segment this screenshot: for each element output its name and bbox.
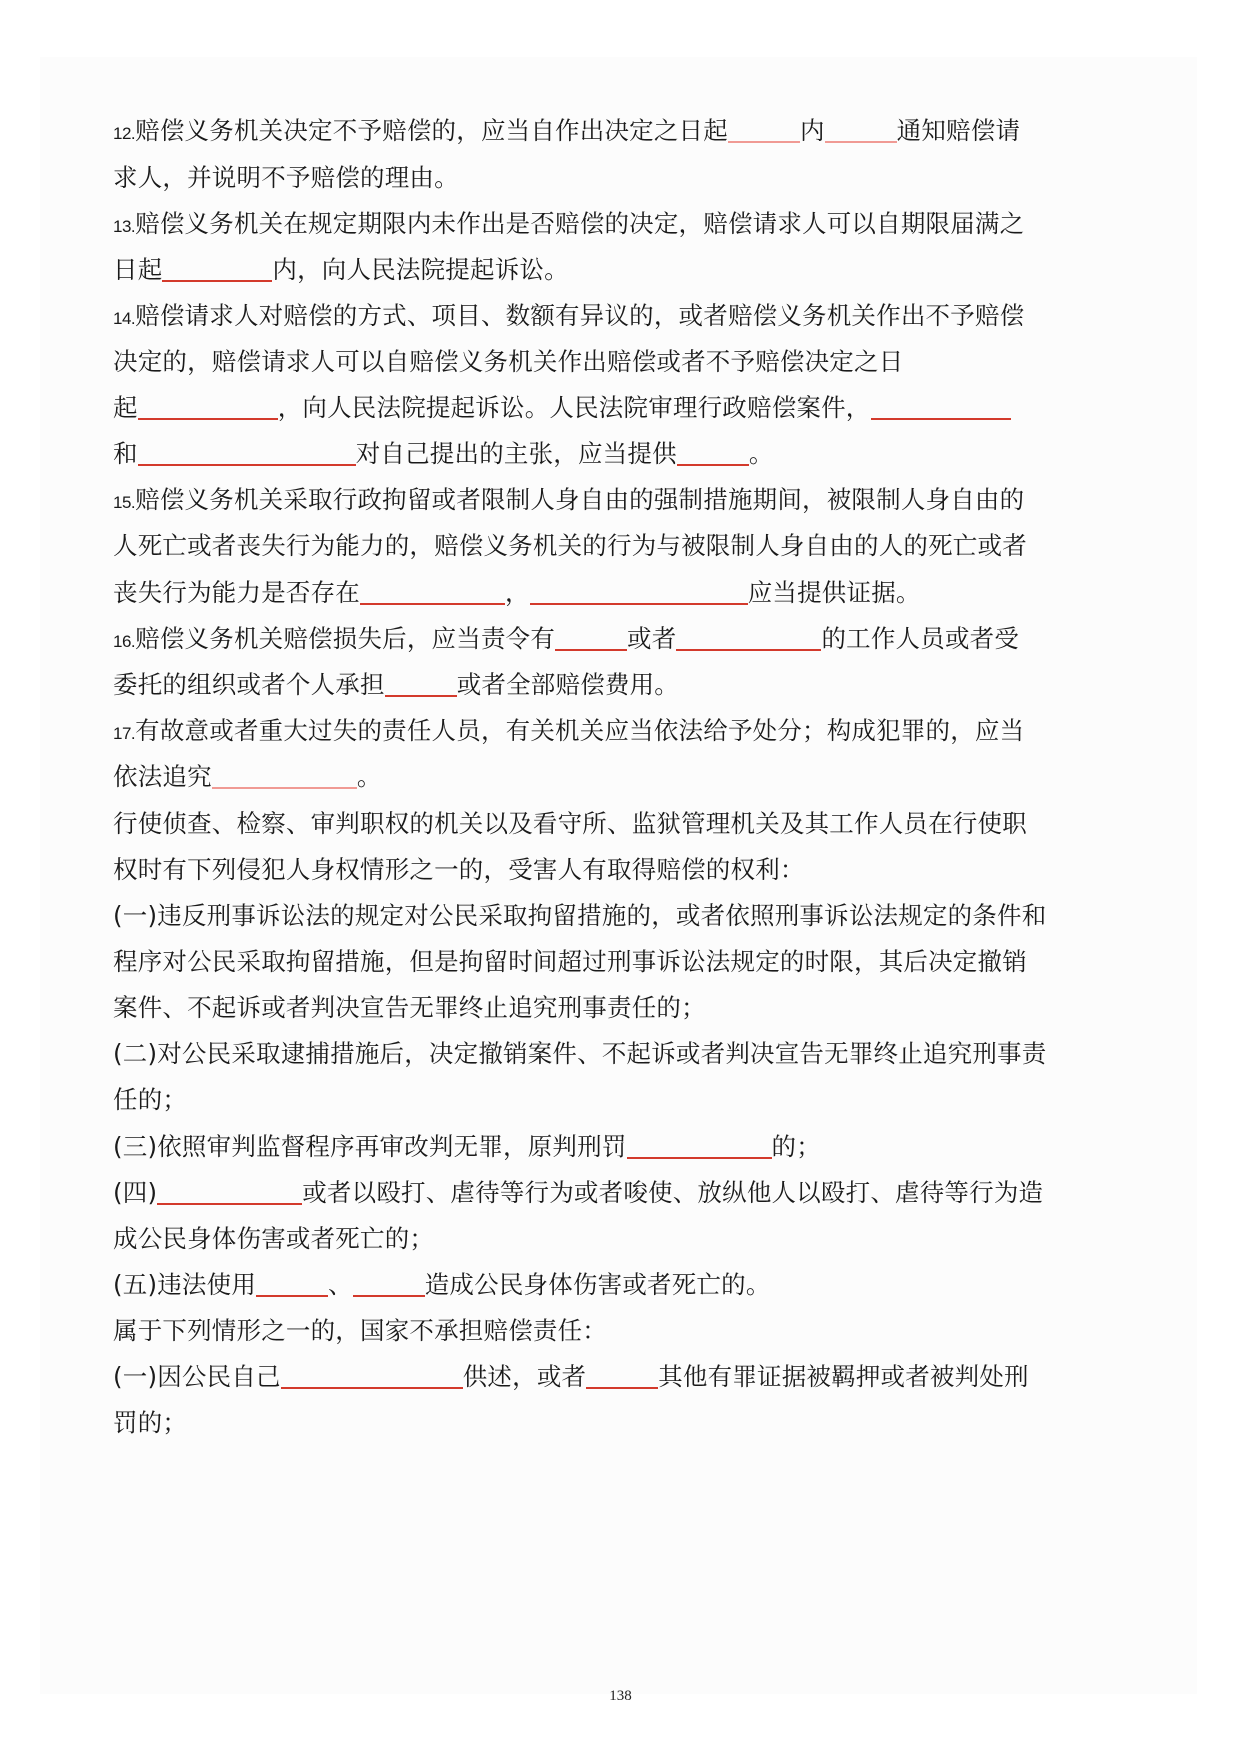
- text: 赔偿义务机关决定不予赔偿的，应当自作出决定之日起: [135, 116, 728, 145]
- page-number: 138: [609, 1688, 632, 1704]
- text: 行使侦查、检察、审判职权的机关以及看守所、监狱管理机关及其工作人员在行使职: [113, 809, 1027, 838]
- text: 成公民身体伤害或者死亡的；: [113, 1224, 435, 1253]
- text: 供述，或者: [462, 1362, 587, 1391]
- text: 委托的组织或者个人承担: [113, 670, 385, 699]
- text: 决定的，赔偿请求人可以自赔偿义务机关作出赔偿或者不予赔偿决定之日: [113, 347, 904, 376]
- text-line: [113, 757, 382, 797]
- fill-blank[interactable]: [555, 619, 627, 651]
- item-number: 16.: [113, 632, 136, 651]
- text: 或者全部赔偿费用。: [456, 670, 680, 699]
- text-line: [113, 804, 1027, 844]
- text-line: [113, 1034, 1046, 1074]
- text: 案件、不起诉或者判决宣告无罪终止追究刑事责任的；: [113, 993, 706, 1022]
- text-line: [113, 111, 1020, 151]
- text: (二)对公民采取逮捕措施后，决定撤销案件、不起诉或者判决宣告无罪终止追究刑事责: [113, 1039, 1047, 1068]
- text: 赔偿义务机关在规定期限内未作出是否赔偿的决定，赔偿请求人可以自期限届满之: [135, 209, 1025, 238]
- text: (三)依照审判监督程序再审改判无罪，原判刑罚: [113, 1132, 627, 1161]
- item-number: 15.: [113, 493, 136, 512]
- text-line: [113, 1311, 607, 1351]
- text: 或者以殴打、虐待等行为或者唆使、放纵他人以殴打、虐待等行为造: [302, 1178, 1044, 1207]
- fill-blank[interactable]: [212, 757, 357, 789]
- text: 。: [748, 439, 774, 468]
- text-line: [113, 480, 1024, 520]
- item-number: 17.: [113, 724, 136, 743]
- text-line: [113, 1403, 187, 1443]
- text-line: [113, 434, 774, 474]
- text-line: [113, 573, 921, 613]
- text: (一)违反刑事诉讼法的规定对公民采取拘留措施的，或者依照刑事诉讼法规定的条件和: [113, 901, 1047, 930]
- text-line: [113, 711, 1024, 751]
- fill-blank[interactable]: [157, 1173, 302, 1205]
- text-line: [113, 1357, 1029, 1397]
- text: 内，向人民法院提起诉讼。: [272, 255, 569, 284]
- text-line: [113, 988, 706, 1028]
- fill-blank[interactable]: [530, 573, 748, 605]
- text: 应当提供证据。: [747, 578, 921, 607]
- fill-blank[interactable]: [627, 1127, 772, 1159]
- text-line: [113, 296, 1024, 336]
- text: 人死亡或者丧失行为能力的，赔偿义务机关的行为与被限制人身自由的人的死亡或者: [113, 531, 1027, 560]
- text-line: [113, 1173, 1043, 1213]
- text: 依法追究: [113, 762, 212, 791]
- text-line: [113, 1265, 771, 1305]
- fill-blank[interactable]: [728, 111, 800, 143]
- text-line: [113, 250, 569, 290]
- text: 对自己提出的主张，应当提供: [355, 439, 677, 468]
- text-line: [113, 388, 1011, 428]
- text-line: [113, 942, 1027, 982]
- fill-blank[interactable]: [871, 388, 1011, 420]
- text: 丧失行为能力是否存在: [113, 578, 360, 607]
- text: (四): [113, 1178, 158, 1207]
- text-line: [113, 850, 805, 890]
- text-line: [113, 896, 1046, 936]
- item-number: 12.: [113, 124, 136, 143]
- text: 、: [328, 1270, 353, 1299]
- fill-blank[interactable]: [281, 1357, 463, 1389]
- fill-blank[interactable]: [256, 1265, 328, 1297]
- text: 有故意或者重大过失的责任人员，有关机关应当依法给予处分；构成犯罪的，应当: [135, 716, 1025, 745]
- text-line: [113, 158, 459, 198]
- text: 赔偿义务机关赔偿损失后，应当责令有: [135, 624, 556, 653]
- text: 内: [799, 116, 825, 145]
- text: 的；: [771, 1132, 821, 1161]
- fill-blank[interactable]: [353, 1265, 425, 1297]
- text-line: [113, 1219, 434, 1259]
- text: (一)因公民自己: [113, 1362, 281, 1391]
- text: 程序对公民采取拘留措施，但是拘留时间超过刑事诉讼法规定的时限，其后决定撤销: [113, 947, 1027, 976]
- text: ，: [505, 578, 530, 607]
- text: 赔偿请求人对赔偿的方式、项目、数额有异议的，或者赔偿义务机关作出不予赔偿: [135, 301, 1025, 330]
- text: 通知赔偿请: [896, 116, 1021, 145]
- text-line: [113, 619, 1019, 659]
- text: 任的；: [113, 1085, 188, 1114]
- text-line: [113, 665, 679, 705]
- text: 的工作人员或者受: [821, 624, 1020, 653]
- text-line: [113, 526, 1027, 566]
- fill-blank[interactable]: [586, 1357, 658, 1389]
- fill-blank[interactable]: [677, 434, 749, 466]
- fill-blank[interactable]: [162, 250, 272, 282]
- text: ，向人民法院提起诉讼。人民法院审理行政赔偿案件，: [277, 393, 871, 422]
- text: 和: [113, 439, 138, 468]
- fill-blank[interactable]: [138, 434, 356, 466]
- text: (五)违法使用: [113, 1270, 257, 1299]
- fill-blank[interactable]: [360, 573, 505, 605]
- text: 罚的；: [113, 1408, 188, 1437]
- fill-blank[interactable]: [385, 665, 457, 697]
- text: 起: [113, 393, 138, 422]
- fill-blank[interactable]: [138, 388, 278, 420]
- fill-blank[interactable]: [676, 619, 821, 651]
- text: 其他有罪证据被羁押或者被判处刑: [658, 1362, 1029, 1391]
- item-number: 14.: [113, 309, 136, 328]
- text-line: [113, 1080, 187, 1120]
- item-number: 13.: [113, 217, 136, 236]
- text: 属于下列情形之一的，国家不承担赔偿责任：: [113, 1316, 607, 1345]
- text-line: [113, 342, 903, 382]
- text: 权时有下列侵犯人身权情形之一的，受害人有取得赔偿的权利：: [113, 855, 805, 884]
- text: 求人，并说明不予赔偿的理由。: [113, 163, 459, 192]
- fill-blank[interactable]: [825, 111, 897, 143]
- text: 赔偿义务机关采取行政拘留或者限制人身自由的强制措施期间，被限制人身自由的: [135, 485, 1025, 514]
- text: 造成公民身体伤害或者死亡的。: [424, 1270, 771, 1299]
- text-line: [113, 204, 1024, 244]
- text: 或者: [627, 624, 677, 653]
- text-line: [113, 1127, 821, 1167]
- text: 。: [356, 762, 382, 791]
- text: 日起: [113, 255, 163, 284]
